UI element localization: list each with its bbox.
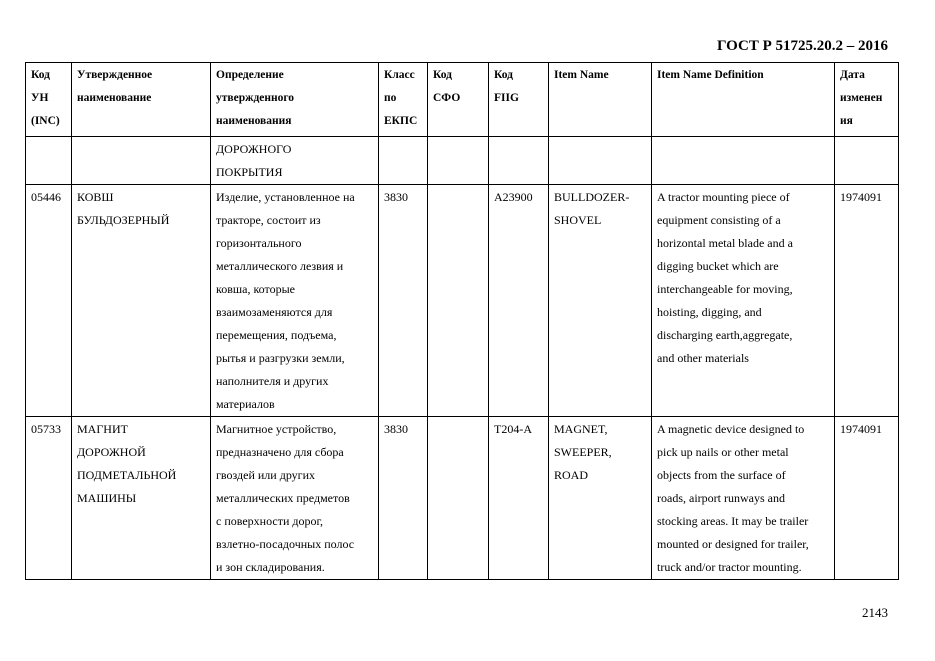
header-approved-name xyxy=(72,63,211,137)
text-line: and other materials xyxy=(657,351,749,365)
text-line: с поверхности дорог, xyxy=(216,514,324,528)
text-line: материалов xyxy=(216,397,275,411)
item-name-table xyxy=(25,62,899,580)
header-row xyxy=(26,63,899,137)
text-line: наименование xyxy=(77,92,152,104)
text-line: ROAD xyxy=(554,468,589,482)
text-line: перемещения, подъема, xyxy=(216,328,337,342)
text-line: Утвержденное xyxy=(77,69,153,81)
cell-inc: 05446 xyxy=(26,185,72,417)
cell-fiig xyxy=(489,137,549,185)
cell-sfo xyxy=(428,137,489,185)
text-line: и зон складирования. xyxy=(216,560,325,574)
text-line: horizontal metal blade and a xyxy=(657,236,793,250)
text-line: МАГНИТ xyxy=(77,422,128,436)
text-line: Определение xyxy=(216,69,284,81)
text-line: SWEEPER, xyxy=(554,445,612,459)
text-line: Магнитное устройство, xyxy=(216,422,337,436)
cell-item-name xyxy=(549,137,652,185)
header-sfo xyxy=(428,63,489,137)
text-line: Item Name xyxy=(554,69,609,81)
text-line: Item Name Definition xyxy=(657,69,764,81)
text-line: взаимозаменяются для xyxy=(216,305,333,319)
cell-item-name xyxy=(549,417,652,580)
text-line: BULLDOZER- xyxy=(554,190,630,204)
text-line: БУЛЬДОЗЕРНЫЙ xyxy=(77,213,170,227)
table-row xyxy=(26,185,899,417)
text-line: ДОРОЖНОЙ xyxy=(77,445,146,459)
text-line: mounted or designed for trailer, xyxy=(657,537,809,551)
cell-approved-name xyxy=(72,185,211,417)
text-line: ДОРОЖНОГО xyxy=(216,142,292,156)
text-line: A tractor mounting piece of xyxy=(657,190,790,204)
header-class xyxy=(379,63,428,137)
text-line: металлических предметов xyxy=(216,491,350,505)
cell-class xyxy=(379,137,428,185)
header-date xyxy=(835,63,899,137)
text-line: Изделие, установленное на xyxy=(216,190,355,204)
text-line: ПОДМЕТАЛЬНОЙ xyxy=(77,468,177,482)
text-line: ПОКРЫТИЯ xyxy=(216,165,283,179)
text-line: MAGNET, xyxy=(554,422,608,436)
text-line: Код xyxy=(433,69,453,81)
text-line: equipment consisting of a xyxy=(657,213,781,227)
text-line: truck and/or tractor mounting. xyxy=(657,560,802,574)
text-line: изменен xyxy=(840,92,883,104)
text-line: discharging earth,aggregate, xyxy=(657,328,793,342)
text-line: FIIG xyxy=(494,92,519,104)
cell-item-name xyxy=(549,185,652,417)
standard-title: ГОСТ Р 51725.20.2 – 2016 xyxy=(716,38,888,54)
cell-definition xyxy=(211,185,379,417)
text-line: roads, airport runways and xyxy=(657,491,785,505)
cell-definition xyxy=(211,417,379,580)
text-line: МАШИНЫ xyxy=(77,491,137,505)
text-line: SHOVEL xyxy=(554,213,602,227)
text-line: ия xyxy=(840,115,853,127)
cell-inc xyxy=(26,137,72,185)
page-number: 2143 xyxy=(862,605,888,620)
text-line: по xyxy=(384,92,397,104)
text-line: digging bucket which are xyxy=(657,259,779,273)
cell-class: 3830 xyxy=(379,185,428,417)
cell-definition xyxy=(211,137,379,185)
text-line: взлетно-посадочных полос xyxy=(216,537,355,551)
header-definition xyxy=(211,63,379,137)
cell-item-definition xyxy=(652,137,835,185)
text-line: предназначено для сбора xyxy=(216,445,344,459)
cell-date xyxy=(835,137,899,185)
text-line: pick up nails or other metal xyxy=(657,445,789,459)
cell-date: 1974091 xyxy=(835,417,899,580)
cell-sfo xyxy=(428,185,489,417)
cell-item-definition xyxy=(652,185,835,417)
cell-fiig: T204-A xyxy=(489,417,549,580)
text-line: objects from the surface of xyxy=(657,468,786,482)
table-row xyxy=(26,417,899,580)
text-line: горизонтального xyxy=(216,236,302,250)
header-inc xyxy=(26,63,72,137)
cell-date: 1974091 xyxy=(835,185,899,417)
text-line: Класс xyxy=(384,69,415,81)
cell-fiig: A23900 xyxy=(489,185,549,417)
text-line: stocking areas. It may be trailer xyxy=(657,514,809,528)
text-line: металлического лезвия и xyxy=(216,259,344,273)
text-line: A magnetic device designed to xyxy=(657,422,805,436)
text-line: наполнителя и других xyxy=(216,374,329,388)
text-line: наименования xyxy=(216,115,292,127)
text-line: КОВШ xyxy=(77,190,114,204)
text-line: (INC) xyxy=(31,115,60,127)
header-item-name xyxy=(549,63,652,137)
table-row-continuation xyxy=(26,137,899,185)
text-line: interchangeable for moving, xyxy=(657,282,793,296)
text-line: Код xyxy=(31,69,51,81)
text-line: Код xyxy=(494,69,514,81)
text-line: СФО xyxy=(433,92,461,104)
text-line: ЕКПС xyxy=(384,115,418,127)
cell-class: 3830 xyxy=(379,417,428,580)
text-line: гвоздей или других xyxy=(216,468,316,482)
text-line: рытья и разгрузки земли, xyxy=(216,351,345,365)
header-item-name-definition xyxy=(652,63,835,137)
cell-sfo xyxy=(428,417,489,580)
text-line: тракторе, состоит из xyxy=(216,213,321,227)
text-line: УН xyxy=(31,92,49,104)
cell-approved-name xyxy=(72,417,211,580)
text-line: утвержденного xyxy=(216,92,295,104)
text-line: Дата xyxy=(840,69,865,81)
text-line: ковша, которые xyxy=(216,282,295,296)
text-line: hoisting, digging, and xyxy=(657,305,762,319)
cell-inc: 05733 xyxy=(26,417,72,580)
cell-item-definition xyxy=(652,417,835,580)
header-fiig xyxy=(489,63,549,137)
cell-approved-name xyxy=(72,137,211,185)
